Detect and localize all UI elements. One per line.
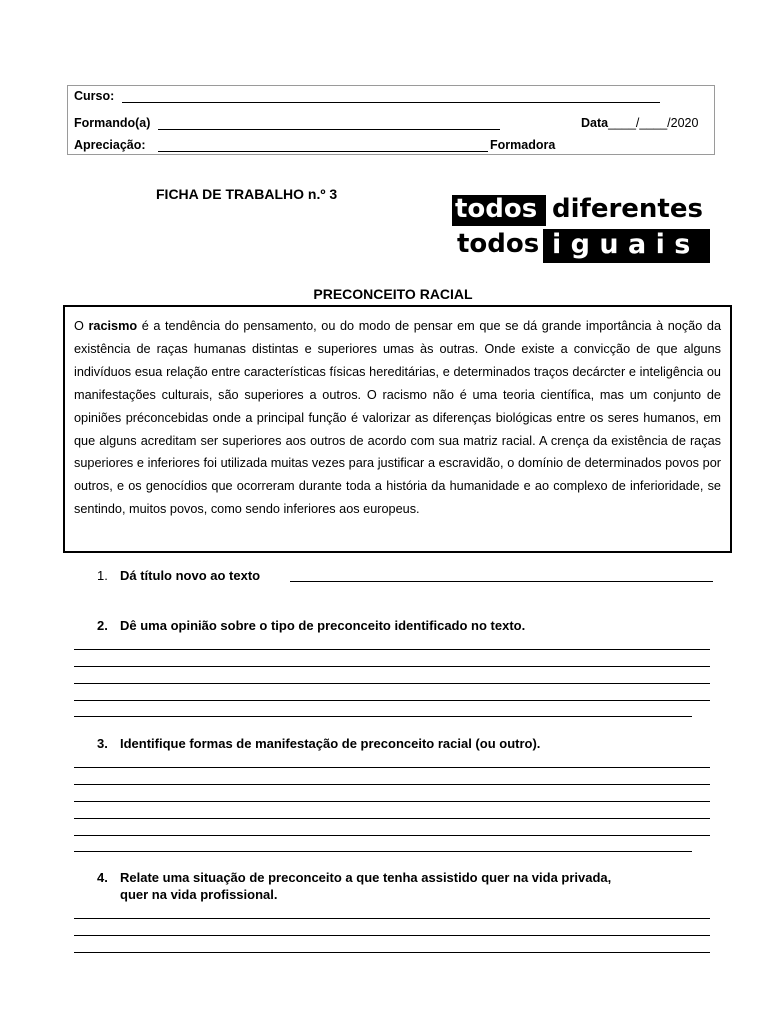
data-group: [581, 116, 698, 130]
text-box: [63, 305, 732, 553]
logo-iguais: i g u a i s: [543, 229, 710, 263]
question-2-number: 2.: [97, 618, 108, 633]
text-body: é a tendência do pensamento, ou do modo de pensar em que se dá grande importância à noção da existência de raças humanas distintas e superiores umas às outras. Onde existe a convicção de que alguns indivíduos esua relação entre características físicas hereditárias, e determinados traços decárcter e inteligência ou manifestações culturais, são superiores a outros. O racismo não é uma teoria científica, mas um conjunto de opiniões préconcebidas onde a principal função é valorizar as diferenças biológicas entre os seres humanos, em que alguns acreditam ser superiores aos outros de acordo com sua matriz racial. A crença da existência de raças superiores e inferiores foi utilizada muitas vezes para justificar a escravidão, o domínio de determinados povos por outros, e os genocídios que ocorreram durante toda a história da humanidade e ao complexo de inferioridade, se sentindo, muitos povos, como sendo inferiores aos europeus.: [74, 319, 721, 517]
text-keyword: racismo: [88, 319, 138, 333]
logo: [452, 195, 710, 265]
answer-3-line[interactable]: [74, 801, 710, 802]
answer-3-line[interactable]: [74, 835, 710, 836]
logo-todos-1: todos: [452, 195, 546, 226]
answer-2-line[interactable]: [74, 649, 710, 650]
curso-label: Curso:: [74, 89, 115, 103]
question-4-text: Relate uma situação de preconceito a que tenha assistido quer na vida privada,: [120, 870, 612, 885]
formando-field[interactable]: [158, 129, 500, 130]
answer-4-line[interactable]: [74, 935, 710, 936]
question-1-number: 1.: [97, 568, 108, 583]
curso-field[interactable]: [122, 102, 660, 103]
answer-3-line[interactable]: [74, 851, 692, 852]
answer-3-line[interactable]: [74, 818, 710, 819]
logo-todos-2: todos: [457, 229, 540, 259]
logo-diferentes: diferentes: [552, 194, 703, 224]
answer-4-line[interactable]: [74, 918, 710, 919]
answer-2-line[interactable]: [74, 700, 710, 701]
answer-1-line[interactable]: [290, 581, 713, 582]
data-label: Data: [581, 116, 609, 130]
apreciacao-label: Apreciação:: [74, 138, 146, 152]
answer-3-line[interactable]: [74, 767, 710, 768]
worksheet-title: FICHA DE TRABALHO n.º 3: [156, 186, 338, 202]
apreciacao-field[interactable]: [158, 151, 488, 152]
question-4-text-cont: quer na vida profissional.: [120, 887, 278, 902]
question-1-text: Dá título novo ao texto: [120, 568, 261, 583]
answer-2-line[interactable]: [74, 716, 692, 717]
answer-2-line[interactable]: [74, 666, 710, 667]
answer-4-line[interactable]: [74, 952, 710, 953]
formando-label: Formando(a): [74, 116, 151, 130]
question-3-text: Identifique formas de manifestação de preconceito racial (ou outro).: [120, 736, 541, 751]
answer-2-line[interactable]: [74, 683, 710, 684]
header-box: [67, 85, 715, 155]
question-2-text: Dê uma opinião sobre o tipo de preconceito identificado no texto.: [120, 618, 526, 633]
answer-3-line[interactable]: [74, 784, 710, 785]
question-3-number: 3.: [97, 736, 108, 751]
question-4-number: 4.: [97, 870, 108, 885]
section-title: PRECONCEITO RACIAL: [313, 286, 473, 302]
formadora-label: Formadora: [490, 138, 556, 152]
data-value[interactable]: ____/____/2020: [608, 116, 699, 130]
text-lead: O: [74, 319, 89, 333]
